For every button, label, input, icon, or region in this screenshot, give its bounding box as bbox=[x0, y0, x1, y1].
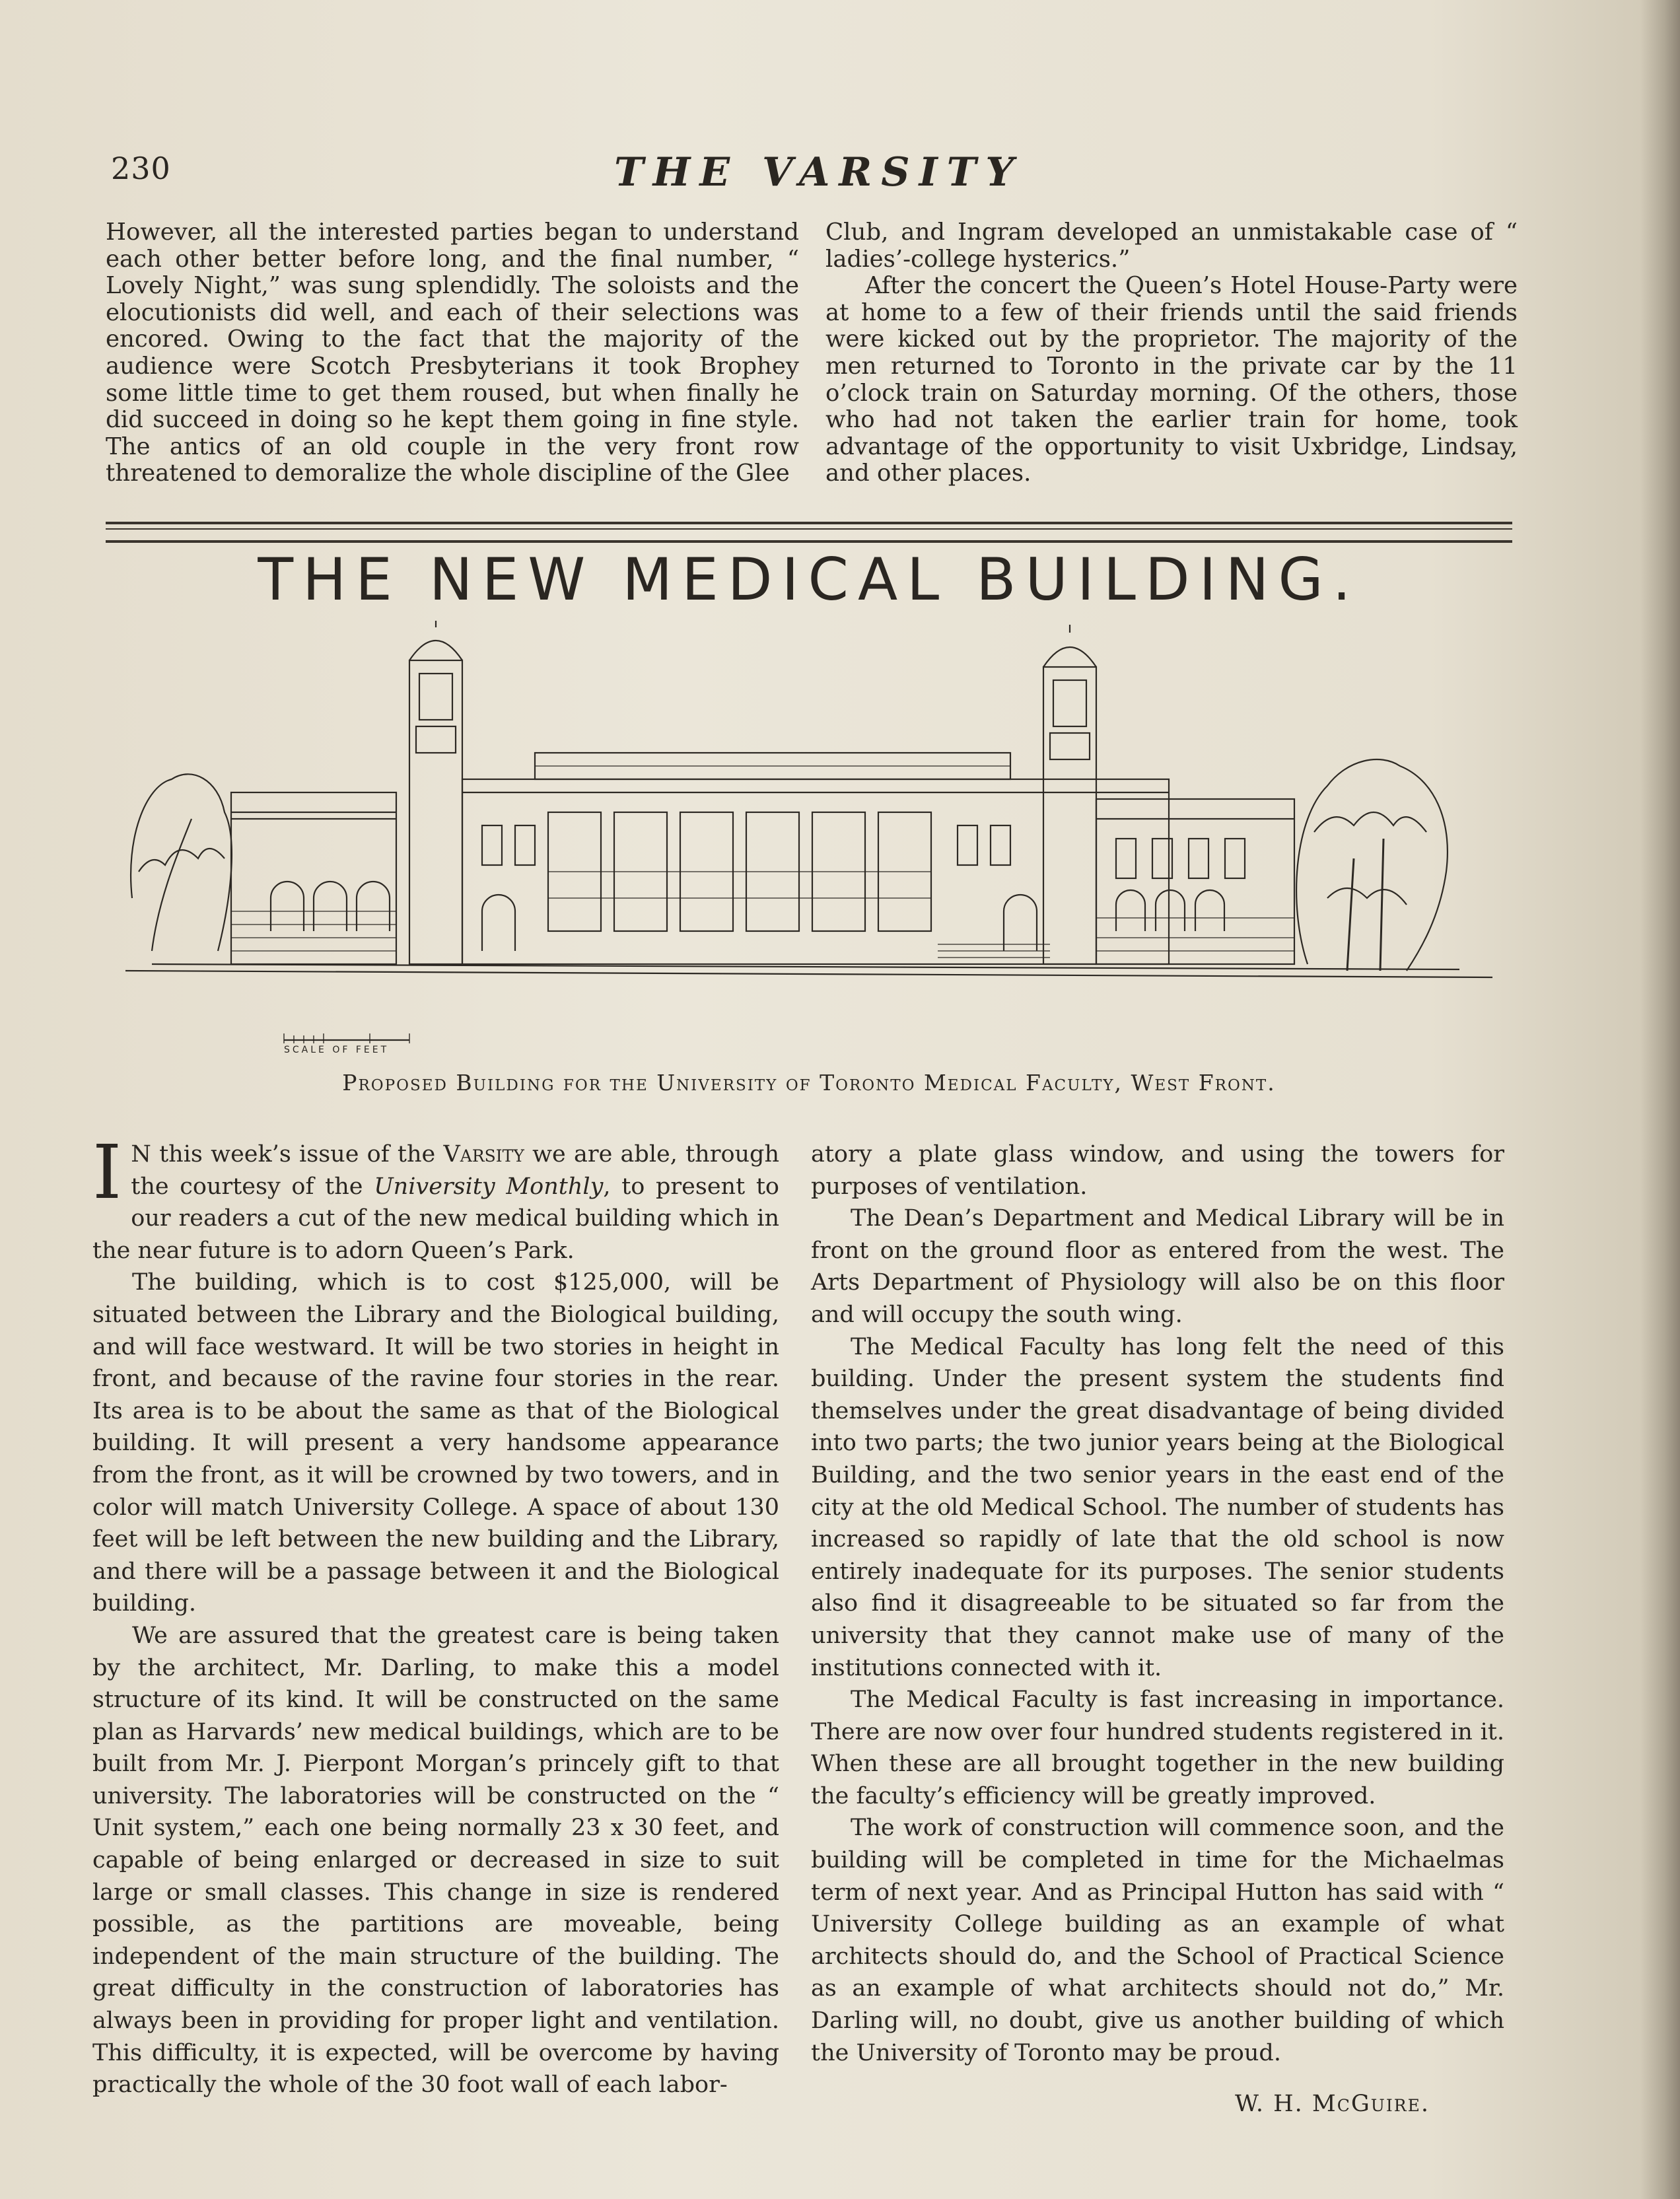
text-run: University Monthly bbox=[374, 1173, 604, 1200]
building-illustration bbox=[125, 621, 1499, 1057]
text-run: we are able, through the courtesy of the bbox=[131, 1141, 779, 1200]
paragraph bbox=[92, 1130, 779, 1267]
article-headline: THE NEW MEDICAL BUILDING. bbox=[258, 545, 1360, 613]
text-run: Varsity bbox=[443, 1141, 524, 1168]
page-number: 230 bbox=[111, 151, 171, 186]
drop-cap: I bbox=[92, 1130, 122, 1216]
paragraph: atory a plate glass window, and using the towers for purposes of ventilation. bbox=[811, 1141, 1504, 1200]
divider-rule bbox=[106, 528, 1512, 530]
divider-rule bbox=[106, 540, 1512, 543]
paragraph: The work of construction will commence soon, and the building will be completed in time for the Michaelmas term of next year. And as Principal Hutton has said with “ University College building as an example of what architects should do, and the School of Practical Science as an example of what architects should not do,” Mr. Darling will, no doubt, give us another building of which the University of Toronto may be proud. bbox=[811, 1815, 1504, 2066]
paragraph: The building, which is to cost $125,000, will be situated between the Library and the Biological building, and will face westward. It will be two stories in height in front, and because of the ravine four stories in the rear. Its area is to be about the same as that of the Biological building. It will present a very handsome appearance from the front, as it will be crowned by two towers, and in color will match University College. A space of about 130 feet will be left between the new building and the Library, and there will be a passage between it and the Biological building. bbox=[92, 1269, 779, 1617]
text-run: N this week’s issue of the bbox=[131, 1141, 444, 1168]
paragraph: After the concert the Queen’s Hotel House-Party were at home to a few of their friends until the said friends were kicked out by the proprietor. The majority of the men returned to Toronto in the private car by the 11 o’clock train on Saturday morning. Of the others, those who had not taken the earlier train for home, took advantage of the opportunity to visit Uxbridge, Lindsay, and other places. bbox=[825, 272, 1518, 487]
author-signature: W. H. McGuire. bbox=[1235, 2091, 1430, 2117]
paragraph: However, all the interested parties began to understand each other better before long, and the final number, “ Lovely Night,” was sung splendidly. The soloists and the elocutionists did well, and each of their selections was encored. Owing to the fact that the majority of the audience were Scotch Presbyterians it took Brophey some little time to get them roused, but when finally he did succeed in doing so he kept them going in fine style. The antics of an old couple in the very front row threatened to demoralize the whole discipline of the Glee bbox=[106, 219, 799, 487]
text-run: , to present to our readers a cut of the new medical building which in the near future is to adorn Queen’s Park. bbox=[92, 1173, 779, 1264]
divider-rule bbox=[106, 522, 1512, 524]
masthead: THE VARSITY bbox=[614, 149, 1024, 195]
paragraph: The Medical Faculty has long felt the need of this building. Under the present system the students find themselves under the great disadvantage of being divided into two parts; the two junior years being at the Biological Building, and the two senior years in the east end of the city at the old Medical School. The number of students has increased so rapidly of late that the old school is now entirely inadequate for its purposes. The senior students also find it disagreeable to be situated so far from the university that they cannot make use of many of the institutions connected with it. bbox=[811, 1333, 1504, 1681]
article-left-column bbox=[92, 1130, 779, 2101]
page-spine-shadow bbox=[1640, 0, 1680, 2199]
figure-caption: Proposed Building for the University of Toronto Medical Faculty, West Front. bbox=[342, 1070, 1276, 1096]
paragraph: We are assured that the greatest care is being taken by the architect, Mr. Darling, to make this a model structure of its kind. It will be constructed on the same plan as Harvards’ new medical buildings, which are to be built from Mr. J. Pierpont Morgan’s princely gift to that university. The laboratories will be constructed on the “ Unit system,” each one being normally 23 x 30 feet, and capable of being enlarged or decreased in size to suit large or small classes. This change in size is rendered possible, as the partitions are moveable, being independent of the main structure of the building. The great difficulty in the construction of laboratories has always been in providing for proper light and ventilation. This difficulty, it is expected, will be overcome by having practically the whole of the 30 foot wall of each labor- bbox=[92, 1622, 779, 2099]
paragraph: Club, and Ingram developed an unmistakable case of “ ladies’-college hysterics.” bbox=[825, 219, 1518, 273]
top-right-column bbox=[825, 219, 1518, 487]
paragraph: The Medical Faculty is fast increasing in importance. There are now over four hundred students registered in it. When these are all brought together in the new building the faculty’s efficiency will be greatly improved. bbox=[811, 1687, 1504, 1809]
top-left-column bbox=[106, 219, 799, 487]
paragraph: The Dean’s Department and Medical Library will be in front on the ground floor as entered from the west. The Arts Department of Physiology will also be on this floor and will occupy the south wing. bbox=[811, 1205, 1504, 1328]
article-right-column bbox=[811, 1138, 1504, 2069]
scale-label: SCALE OF FEET bbox=[284, 1045, 390, 1055]
